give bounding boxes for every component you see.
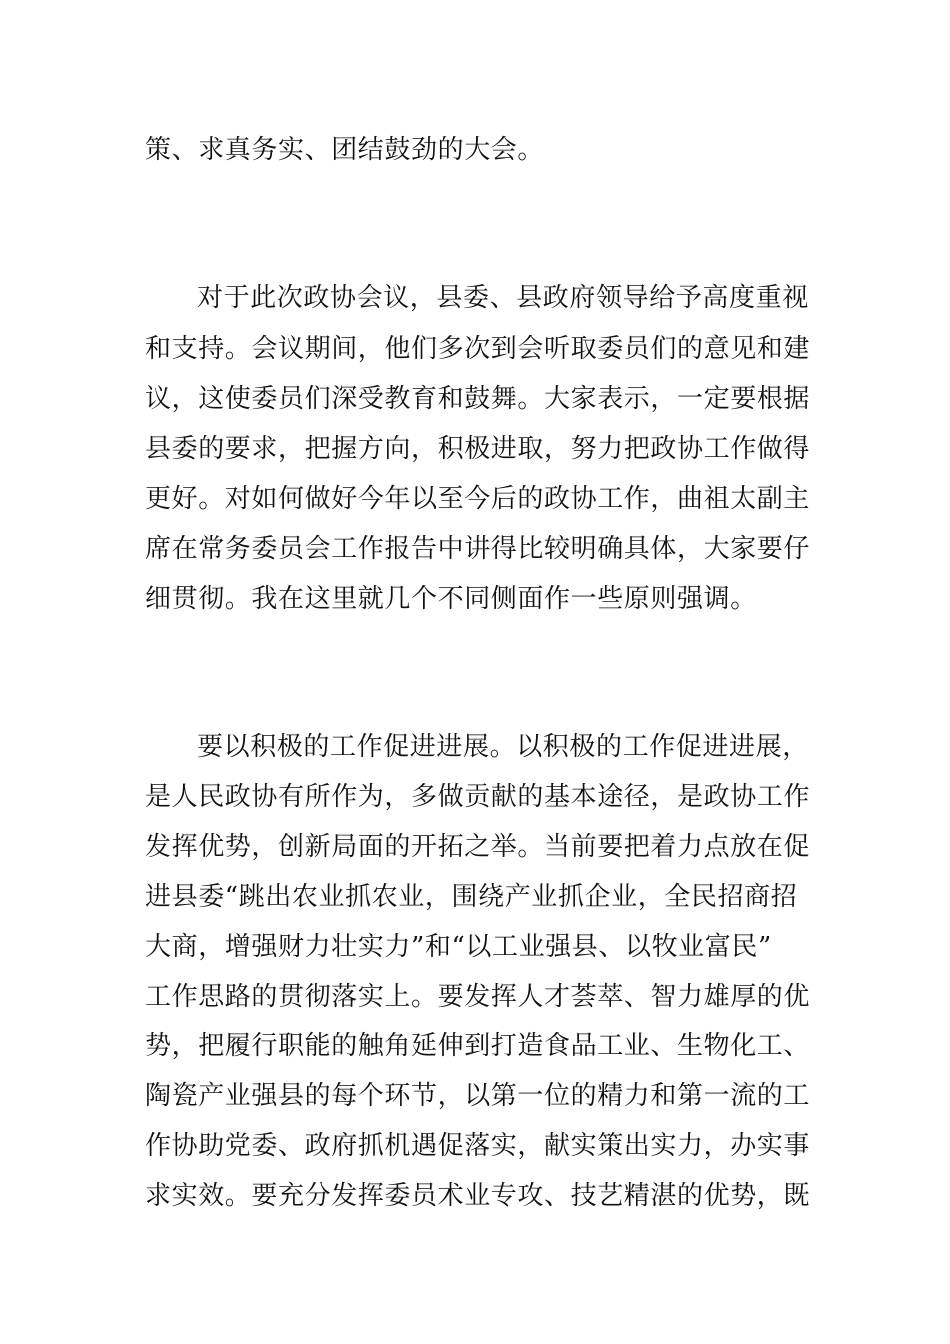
paragraph-3-line-3: 发挥优势，创新局面的开拓之举。当前要把着力点放在促	[145, 832, 811, 862]
paragraph-3-line-4: 进县委“跳出农业抓农业，围绕产业抓企业，全民招商招	[145, 882, 798, 912]
paragraph-1-line-1: 策、求真务实、团结鼓劲的大会。	[145, 135, 545, 165]
paragraph-2-line-4: 县委的要求，把握方向，积极进取，努力把政协工作做得	[145, 434, 811, 464]
paragraph-2-line-6: 席在常务委员会工作报告中讲得比较明确具体，大家要仔	[145, 534, 811, 564]
paragraph-3-line-5: 大商，增强财力壮实力”和“以工业强县、以牧业富民”	[145, 932, 772, 962]
paragraph-3-line-10: 求实效。要充分发挥委员术业专攻、技艺精湛的优势，既	[145, 1181, 811, 1211]
paragraph-2-line-3: 议，这使委员们深受教育和鼓舞。大家表示，一定要根据	[145, 384, 811, 414]
paragraph-3-line-9: 作协助党委、政府抓机遇促落实，献实策出实力，办实事	[145, 1131, 811, 1161]
paragraph-2-line-7: 细贯彻。我在这里就几个不同侧面作一些原则强调。	[145, 584, 757, 614]
paragraph-3-line-2: 是人民政协有所作为，多做贡献的基本途径，是政协工作	[145, 782, 811, 812]
paragraph-3-line-1: 要以积极的工作促进进展。以积极的工作促进进展，	[197, 732, 809, 762]
paragraph-3-line-6: 工作思路的贯彻落实上。要发挥人才荟萃、智力雄厚的优	[145, 982, 811, 1012]
paragraph-3-line-7: 势，把履行职能的触角延伸到打造食品工业、生物化工、	[145, 1031, 811, 1061]
paragraph-3-line-8: 陶瓷产业强县的每个环节，以第一位的精力和第一流的工	[145, 1081, 811, 1111]
paragraph-2-line-1: 对于此次政协会议，县委、县政府领导给予高度重视	[197, 283, 809, 313]
paragraph-2-line-5: 更好。对如何做好今年以至今后的政协工作，曲祖太副主	[145, 484, 811, 514]
paragraph-2-line-2: 和支持。会议期间，他们多次到会听取委员们的意见和建	[145, 334, 811, 364]
